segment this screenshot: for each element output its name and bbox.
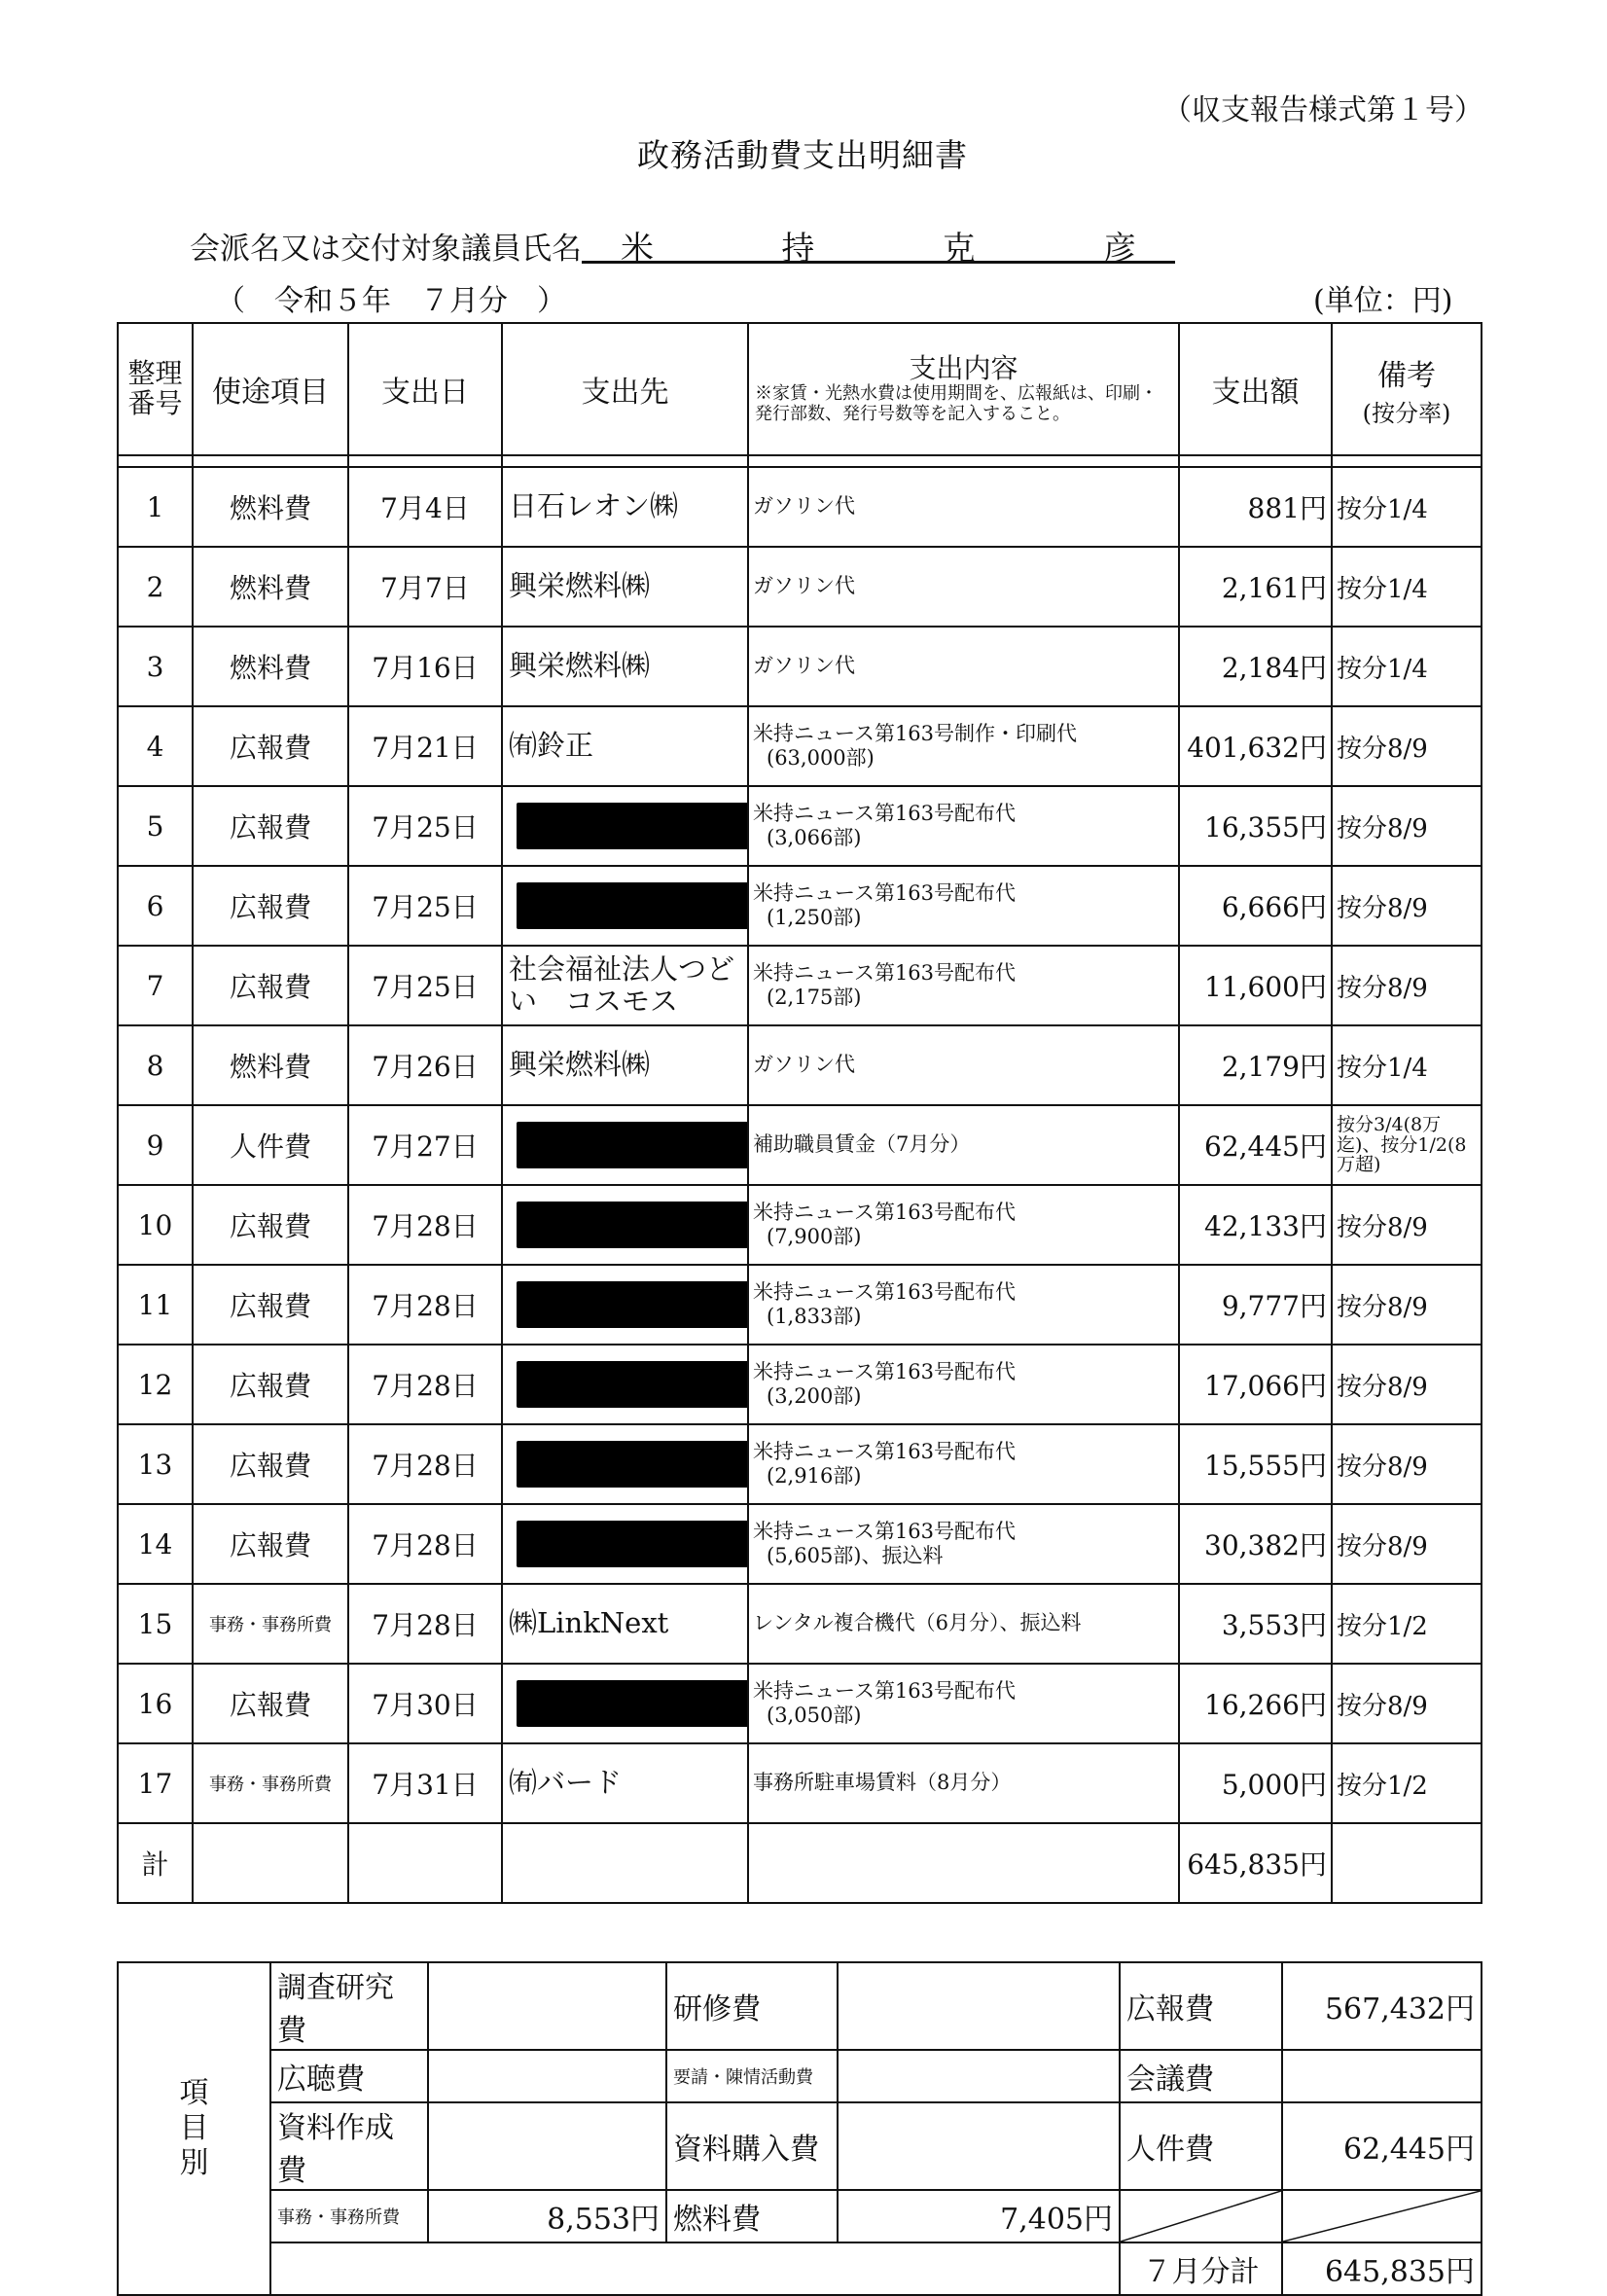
row-content-main: 米持ニュース第163号制作・印刷代 [753, 721, 1078, 745]
summary-meeting-label: 会議費 [1120, 2050, 1282, 2102]
expense-table [117, 322, 1482, 1904]
row-content-main: ガソリン代 [753, 574, 855, 598]
row-date: 7月30日 [348, 1664, 502, 1743]
row-payee [502, 1185, 748, 1265]
row-item: 広報費 [193, 866, 348, 946]
row-remark: 按分1/4 [1332, 547, 1482, 627]
row-content [748, 1265, 1179, 1345]
row-remark: 按分8/9 [1332, 1345, 1482, 1424]
summary-hearing-label: 広聴費 [270, 2050, 428, 2102]
row-remark: 按分8/9 [1332, 1424, 1482, 1504]
summary-meeting-amount [1282, 2050, 1482, 2102]
row-amount: 16,355円 [1179, 786, 1332, 866]
row-date: 7月26日 [348, 1025, 502, 1105]
row-amount: 30,382円 [1179, 1504, 1332, 1584]
row-date: 7月28日 [348, 1424, 502, 1504]
row-number: 17 [118, 1743, 193, 1823]
row-number: 16 [118, 1664, 193, 1743]
row-item: 広報費 [193, 1345, 348, 1424]
summary-office-amount: 8,553円 [428, 2190, 666, 2242]
row-date: 7月28日 [348, 1345, 502, 1424]
row-remark: 按分8/9 [1332, 1504, 1482, 1584]
summary-office-label: 事務・事務所費 [270, 2190, 428, 2242]
row-content-detail: (3,066部) [767, 826, 862, 849]
row-item: 広報費 [193, 1424, 348, 1504]
row-number: 13 [118, 1424, 193, 1504]
row-content [748, 866, 1179, 946]
row-content [748, 627, 1179, 706]
row-payee [502, 786, 748, 866]
row-payee [502, 1345, 748, 1424]
row-remark: 按分8/9 [1332, 786, 1482, 866]
row-content-main: レンタル複合機代（6月分）、振込料 [753, 1611, 1082, 1635]
row-item: 燃料費 [193, 1025, 348, 1105]
summary-fuel-label: 燃料費 [666, 2190, 838, 2242]
row-amount: 11,600円 [1179, 946, 1332, 1025]
row-content-main: 米持ニュース第163号配布代 [753, 1439, 1017, 1463]
header-remarks-title: 備考 [1377, 358, 1436, 393]
row-payee: 日石レオン㈱ [502, 467, 748, 547]
unit-label: (単位：円) [1313, 284, 1453, 318]
total-amount: 645,835円 [1179, 1823, 1332, 1903]
row-date: 7月28日 [348, 1185, 502, 1265]
row-item: 広報費 [193, 1185, 348, 1265]
row-number: 8 [118, 1025, 193, 1105]
row-number: 5 [118, 786, 193, 866]
diagonal-line [1121, 2191, 1281, 2242]
total-row [118, 1823, 1482, 1903]
row-content-main: ガソリン代 [753, 1053, 855, 1077]
redaction-bar [517, 803, 748, 849]
row-remark: 按分1/4 [1332, 1025, 1482, 1105]
summary-fuel-amount: 7,405円 [838, 2190, 1120, 2242]
row-number: 9 [118, 1105, 193, 1185]
summary-materials-making-amount [428, 2102, 666, 2190]
table-row [118, 1185, 1482, 1265]
row-content-main: 補助職員賃金（7月分） [753, 1132, 971, 1157]
name-label: 会派名又は交付対象議員氏名 [190, 232, 582, 267]
row-content-main: 事務所駐車場賃料（8月分） [753, 1771, 1012, 1795]
row-amount: 9,777円 [1179, 1265, 1332, 1345]
row-item: 広報費 [193, 786, 348, 866]
row-content-detail: (1,250部) [767, 906, 862, 929]
row-amount: 401,632円 [1179, 706, 1332, 786]
table-row [118, 1025, 1482, 1105]
row-item: 燃料費 [193, 627, 348, 706]
row-content-main: 米持ニュース第163号配布代 [753, 1519, 1017, 1543]
row-number: 14 [118, 1504, 193, 1584]
row-number: 12 [118, 1345, 193, 1424]
summary-petition-amount [838, 2050, 1120, 2102]
period: （ 令和５年 ７月分 ） [216, 284, 566, 318]
row-number: 7 [118, 946, 193, 1025]
redaction-bar [517, 1202, 748, 1248]
row-amount: 3,553円 [1179, 1584, 1332, 1664]
summary-hearing-amount [428, 2050, 666, 2102]
summary-training-label: 研修費 [666, 1962, 838, 2050]
header-content-title: 支出内容 [909, 352, 1018, 385]
row-remark: 按分8/9 [1332, 946, 1482, 1025]
row-content [748, 1424, 1179, 1504]
row-item: 広報費 [193, 706, 348, 786]
header-payee: 支出先 [502, 323, 748, 455]
row-item: 事務・事務所費 [193, 1743, 348, 1823]
name-char: 彦 [1102, 230, 1136, 269]
row-remark: 按分1/4 [1332, 467, 1482, 547]
row-date: 7月28日 [348, 1584, 502, 1664]
summary-blank [270, 2242, 1120, 2295]
row-amount: 2,161円 [1179, 547, 1332, 627]
summary-materials-making-label: 資料作成費 [270, 2102, 428, 2190]
row-payee [502, 866, 748, 946]
row-amount: 62,445円 [1179, 1105, 1332, 1185]
row-date: 7月31日 [348, 1743, 502, 1823]
row-remark: 按分1/4 [1332, 627, 1482, 706]
name-char: 米 [621, 230, 654, 269]
row-remark: 按分8/9 [1332, 1265, 1482, 1345]
row-content [748, 1664, 1179, 1743]
table-header-row [118, 323, 1482, 455]
summary-petition-label: 要請・陳情活動費 [666, 2050, 838, 2102]
header-date: 支出日 [348, 323, 502, 455]
row-number: 2 [118, 547, 193, 627]
row-content-detail: (3,050部) [767, 1704, 862, 1727]
summary-research-amount [428, 1962, 666, 2050]
row-content-detail: (3,200部) [767, 1384, 862, 1408]
name-char: 持 [781, 230, 815, 269]
row-remark: 按分8/9 [1332, 1664, 1482, 1743]
table-row [118, 1743, 1482, 1823]
row-amount: 17,066円 [1179, 1345, 1332, 1424]
row-date: 7月25日 [348, 786, 502, 866]
total-blank [502, 1823, 748, 1903]
total-blank [193, 1823, 348, 1903]
row-payee: 興栄燃料㈱ [502, 547, 748, 627]
row-payee: ㈲鈴正 [502, 706, 748, 786]
summary-materials-buying-amount [838, 2102, 1120, 2190]
form-number: （収支報告様式第１号） [1162, 93, 1483, 127]
row-date: 7月28日 [348, 1504, 502, 1584]
table-row [118, 1345, 1482, 1424]
summary-table [117, 1961, 1482, 2296]
row-date: 7月7日 [348, 547, 502, 627]
name-underline [582, 261, 1175, 264]
redaction-bar [517, 1281, 748, 1328]
row-amount: 2,184円 [1179, 627, 1332, 706]
row-content-main: 米持ニュース第163号配布代 [753, 880, 1017, 905]
row-content [748, 946, 1179, 1025]
row-remark: 按分1/2 [1332, 1743, 1482, 1823]
total-blank [348, 1823, 502, 1903]
row-item: 人件費 [193, 1105, 348, 1185]
summary-personnel-amount: 62,445円 [1282, 2102, 1482, 2190]
summary-diagonal-cell [1282, 2190, 1482, 2242]
row-content [748, 547, 1179, 627]
row-payee [502, 1105, 748, 1185]
table-row [118, 866, 1482, 946]
row-amount: 5,000円 [1179, 1743, 1332, 1823]
row-content [748, 1105, 1179, 1185]
row-content-main: 米持ニュース第163号配布代 [753, 1678, 1017, 1703]
row-date: 7月25日 [348, 946, 502, 1025]
row-payee [502, 1664, 748, 1743]
row-content [748, 706, 1179, 786]
row-payee [502, 1504, 748, 1584]
row-date: 7月28日 [348, 1265, 502, 1345]
row-item: 燃料費 [193, 547, 348, 627]
table-row [118, 627, 1482, 706]
row-content-detail: (7,900部) [767, 1225, 862, 1248]
row-payee: 興栄燃料㈱ [502, 1025, 748, 1105]
row-amount: 2,179円 [1179, 1025, 1332, 1105]
row-date: 7月27日 [348, 1105, 502, 1185]
row-number: 15 [118, 1584, 193, 1664]
summary-pr-amount: 567,432円 [1282, 1962, 1482, 2050]
table-row [118, 1584, 1482, 1664]
table-row [118, 1664, 1482, 1743]
row-remark: 按分8/9 [1332, 866, 1482, 946]
name-char: 克 [942, 230, 976, 269]
summary-training-amount [838, 1962, 1120, 2050]
row-payee: 興栄燃料㈱ [502, 627, 748, 706]
row-number: 3 [118, 627, 193, 706]
row-content [748, 1584, 1179, 1664]
row-amount: 6,666円 [1179, 866, 1332, 946]
header-content-note: ※家賃・光熱水費は使用期間を、広報紙は、印刷・発行部数、発行号数等を記入すること。 [755, 383, 1158, 425]
row-content-detail: (2,916部) [767, 1464, 862, 1488]
row-content [748, 1345, 1179, 1424]
total-blank [1332, 1823, 1482, 1903]
row-payee [502, 1265, 748, 1345]
redaction-bar [517, 1441, 748, 1488]
row-date: 7月25日 [348, 866, 502, 946]
summary-diagonal-cell [1120, 2190, 1282, 2242]
row-amount: 42,133円 [1179, 1185, 1332, 1265]
row-content-main: 米持ニュース第163号配布代 [753, 960, 1017, 985]
row-item: 広報費 [193, 946, 348, 1025]
row-content-detail: (63,000部) [767, 746, 875, 770]
row-content-main: ガソリン代 [753, 494, 855, 519]
redaction-bar [517, 1361, 748, 1408]
row-number: 1 [118, 467, 193, 547]
row-amount: 881円 [1179, 467, 1332, 547]
row-item: 広報費 [193, 1664, 348, 1743]
row-content-main: ガソリン代 [753, 654, 855, 678]
total-blank [748, 1823, 1179, 1903]
table-row [118, 706, 1482, 786]
table-row [118, 467, 1482, 547]
redaction-bar [517, 1680, 748, 1727]
row-item: 事務・事務所費 [193, 1584, 348, 1664]
table-row [118, 547, 1482, 627]
row-content-main: 米持ニュース第163号配布代 [753, 801, 1017, 825]
row-content [748, 786, 1179, 866]
row-date: 7月4日 [348, 467, 502, 547]
header-amount: 支出額 [1179, 323, 1332, 455]
table-row [118, 1265, 1482, 1345]
row-date: 7月21日 [348, 706, 502, 786]
diagonal-line [1283, 2191, 1481, 2242]
row-content [748, 1185, 1179, 1265]
table-row [118, 1105, 1482, 1185]
summary-research-label: 調査研究費 [270, 1962, 428, 2050]
summary-pr-label: 広報費 [1120, 1962, 1282, 2050]
summary-side-label: 項目別 [118, 1962, 270, 2295]
redaction-bar [517, 1122, 748, 1168]
row-remark: 按分8/9 [1332, 706, 1482, 786]
row-content [748, 1504, 1179, 1584]
row-payee: ㈲バード [502, 1743, 748, 1823]
table-row [118, 786, 1482, 866]
header-remarks [1332, 323, 1482, 455]
summary-personnel-label: 人件費 [1120, 2102, 1282, 2190]
row-number: 6 [118, 866, 193, 946]
header-content [748, 323, 1179, 455]
row-payee: 社会福祉法人つどい コスモス [502, 946, 748, 1025]
row-item: 広報費 [193, 1504, 348, 1584]
row-content-main: 米持ニュース第163号配布代 [753, 1279, 1017, 1304]
row-content-detail: (5,605部)、振込料 [767, 1544, 944, 1567]
row-number: 11 [118, 1265, 193, 1345]
row-number: 10 [118, 1185, 193, 1265]
summary-month-total-amount: 645,835円 [1282, 2242, 1482, 2295]
row-amount: 16,266円 [1179, 1664, 1332, 1743]
row-remark: 按分3/4(8万迄)、按分1/2(8万超) [1332, 1105, 1482, 1185]
row-content-detail: (1,833部) [767, 1305, 862, 1328]
row-item: 広報費 [193, 1265, 348, 1345]
row-content-detail: (2,175部) [767, 986, 862, 1009]
header-number: 整理番号 [118, 323, 193, 455]
row-number: 4 [118, 706, 193, 786]
row-remark: 按分8/9 [1332, 1185, 1482, 1265]
row-item: 燃料費 [193, 467, 348, 547]
table-row [118, 946, 1482, 1025]
row-content-main: 米持ニュース第163号配布代 [753, 1200, 1017, 1224]
row-date: 7月16日 [348, 627, 502, 706]
document-title: 政務活動費支出明細書 [637, 136, 968, 174]
table-row [118, 1424, 1482, 1504]
row-remark: 按分1/2 [1332, 1584, 1482, 1664]
row-content-main: 米持ニュース第163号配布代 [753, 1359, 1017, 1383]
row-content [748, 1743, 1179, 1823]
row-amount: 15,555円 [1179, 1424, 1332, 1504]
header-item: 使途項目 [193, 323, 348, 455]
summary-materials-buying-label: 資料購入費 [666, 2102, 838, 2190]
total-label: 計 [118, 1823, 193, 1903]
redaction-bar [517, 1521, 748, 1567]
header-remarks-sub: (按分率) [1362, 399, 1451, 427]
redaction-bar [517, 882, 748, 929]
row-content [748, 467, 1179, 547]
row-payee: ㈱LinkNext [502, 1584, 748, 1664]
table-row [118, 1504, 1482, 1584]
row-content [748, 1025, 1179, 1105]
summary-month-total-label: ７月分計 [1120, 2242, 1282, 2295]
row-payee [502, 1424, 748, 1504]
